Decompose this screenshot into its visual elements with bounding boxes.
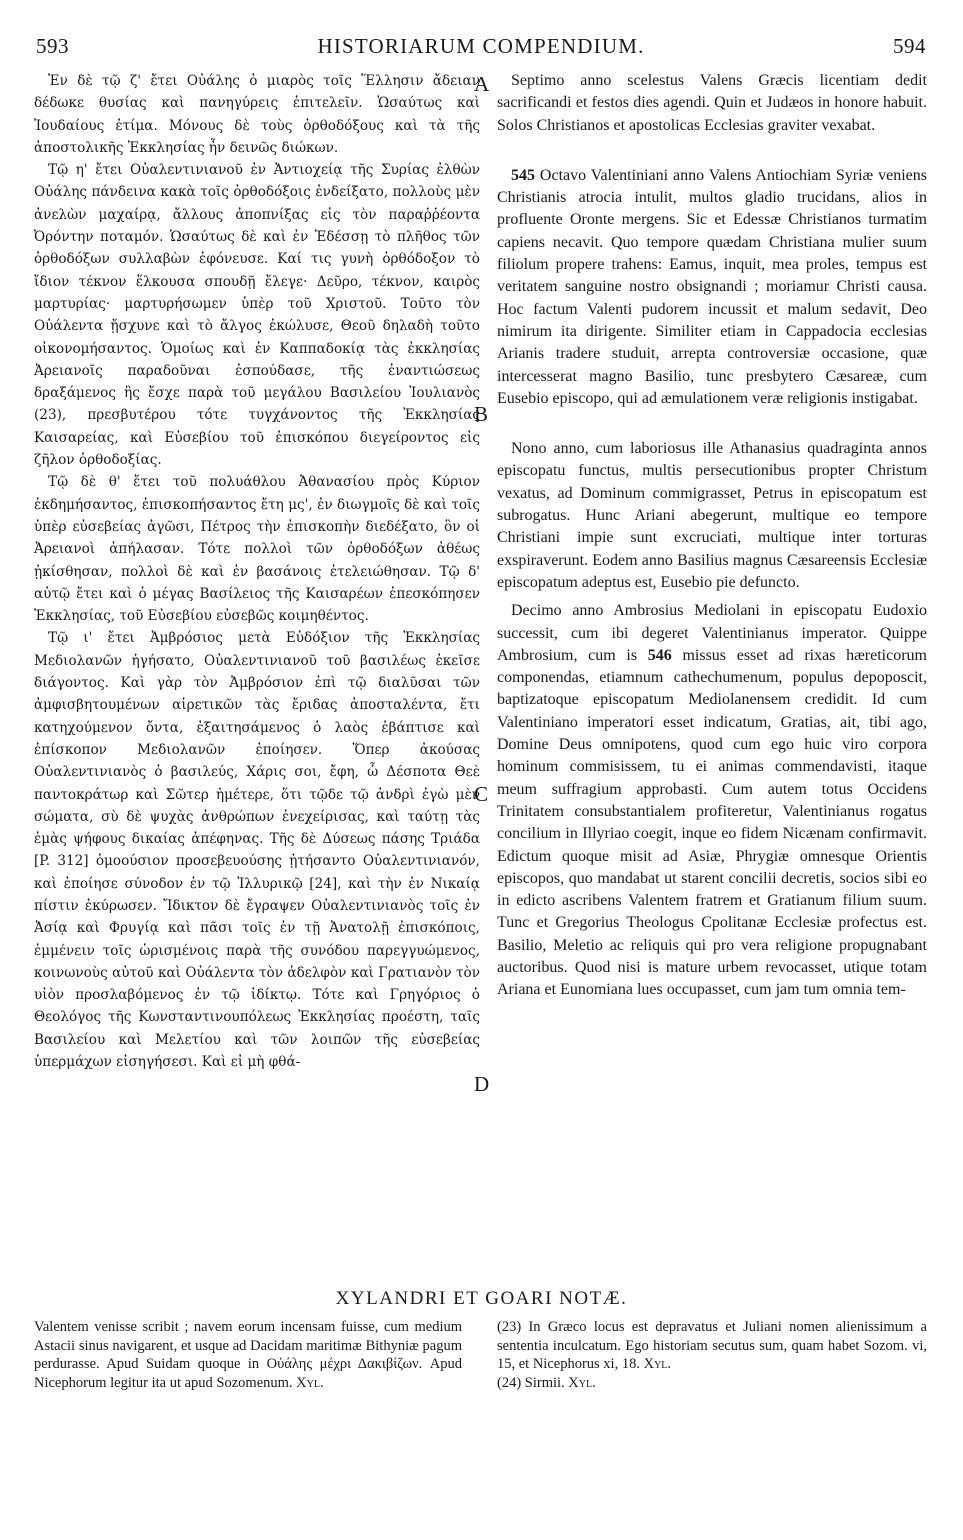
latin-paragraph-text: Decimo anno Ambrosius Mediolani in episcopatu Eudoxio successit, cum ibi degeret Valentinianus imperator. Quippe Ambrosium, cum is: [497, 602, 927, 664]
latin-paragraph: Septimo anno scelestus Valens Græcis licentiam dedit sacrificandi et festos dies agendi. Quin et Judæos in honore habuit. Solos Christianos et apostolicas Ecclesias graviter vexabat.: [497, 72, 927, 134]
margin-marker-a: A: [474, 72, 490, 96]
margin-marker-c: C: [474, 782, 489, 806]
note-23: [497, 1318, 927, 1374]
latin-paragraph-text: Octavo Valentiniani anno Valens Antiochiam Syriæ veniens Christianis atrocia intulit, multos gladio trucidans, alios in profluente Oronte mergens. Sic et Edessæ Christianos turmatim capiens necavit. Quo tempore quædam Christiana mulier suum filiolum propere trahens: Eamus, inquit, mea proles, tempus est veritatem sanguine nostro obsignandi ; moriamur Christi causa. Hoc factum Valenti pudorem incussit et malum sedavit, Deo nimirum ita dirigente. Similiter etiam in Cappadocia ecclesias Arianis tradere studuit, arrepta controversiæ occasione, quæ intercesserat magno Basilio, tunc presbytero Cæsareæ, cum Eusebio episcopo, qui ad æmulationem veræ religionis instigabat.: [497, 166, 927, 407]
latin-paragraph: [497, 165, 927, 410]
section-number: 545: [511, 166, 535, 184]
note-signature: Xyl.: [568, 1374, 596, 1391]
paragraph-gap: [497, 410, 927, 438]
page-number-right: 594: [893, 34, 926, 58]
note-24: [497, 1374, 927, 1393]
notes-left-column: [34, 1318, 462, 1392]
latin-paragraph-text: missus esset ad rixas hæreticorum componendas, etiamnum cathechumenum, populus depoposcit, baptizatoque episcopatum Mediolanensem credidit. Id cum Valentiniano imperatori esset indicatum, Gratias, ait, tibi ago, Domine Deus omnipotens, quod cum ego huic viro corpora hominum commisissem, tu ei animas commendavisti, itaque meum suffragium approbasti. Cum autem totus Occidens Trinitatem consubstantialem profiteretur, Valentinianus rogatus concilium in Illyriao coegit, inque eo fidem Nicænam confirmavit. Edictum quoque misit ad Asiæ, Phrygiæ omnesque Orientis episcopos, quo mandabat ut starent concilii decretis, socios sibi eo in edicto ascribens Valentem fratrem et Gratianum filium suum. Tunc et Gregorius Theologus Cpolitanæ Ecclesiæ profectus est. Basilio, Meletio ac reliquis qui pro vera religione propugnabant auctoribus. Quod nisi is mature urbem revocasset, utique totam Ariana et Eunomiana lues occupasset, cum jam tum omnia tem-: [497, 646, 927, 999]
greek-paragraph: Τῷ ι' ἔτει Ἀμβρόσιος μετὰ Εὐδόξιον τῆς Ἐκκλησίας Μεδιολανῶν ἡγήσατο, Οὐαλεντινιανοῦ τοῦ βασιλέως ἐκεῖσε διάγοντος. Καὶ γὰρ τὸν Ἀμβρόσιον ἐπὶ τῷ διαλῦσαι τῶν ἀμφισβητουμένων αἱρετικῶν τὰς ἔριδας ἀποσταλέντα, ἔτι κατηχούμενον ὄντα, ἐξαιτησάμενος ὁ λαὸς ἐβάπτισε καὶ ἐπίσκοπον Μεδιολανῶν ἐποίησεν. Ὅπερ ἀκούσας Οὐαλεντινιανὸς ὁ βασιλεύς, Χάρις σοι, ἔφη, ὦ Δέσποτα Θεὲ παντοκράτωρ καὶ Σῶτερ ἡμέτερε, ὅτι τῷδε τῷ ἀνδρὶ ἐγὼ μὲν σώματα, σὺ δὲ ψυχὰς ἀνθρώπων ἐνεχείρισας, καὶ ταύτῃ τὰς ἐμὰς ψήφους δικαίας ἀπέφηνας. Τῆς δὲ Δύσεως πάσης Τριάδα [P. 312] ὁμοούσιον προσεβευούσης ᾐτήσαντο Οὐαλεντινιανόν, καὶ ἐποίησε σύνοδον ἐν τῷ Ἰλλυρικῷ [24], καὶ τὴν ἐν Νικαίᾳ πίστιν ἐκύρωσεν. Ἴδικτον δὲ ἔγραψεν Οὐαλεντινιανὸς τοῖς ἐν Ἀσίᾳ καὶ Φρυγίᾳ καὶ πᾶσι τοῖς ἐν τῇ Ἀνατολῇ ἐπισκόποις, ἐμμένειν τοῖς ὡρισμένοις παρὰ τῆς συνόδου παρεγγυώμενος, κοινωνοὺς αὐτοῦ καὶ Οὐάλεντα τὸν ἀδελφὸν καὶ Γρατιανὸν τὸν υἱὸν προσλαβόμενος ἐν τῷ ἰδίκτῳ. Τότε καὶ Γρηγόριος ὁ Θεολόγος τῆς Κωνσταντινουπόλεως Ἐκκλησίας προέστη, ταῖς Βασιλείου καὶ Μελετίου καὶ τῶν λοιπῶν τῆς εὐσεβείας ὑπερμάχων εἰσηγήσεσι. Καὶ εἰ μὴ φθά-: [34, 630, 480, 1071]
paragraph-gap: [497, 137, 927, 165]
note-signature: Xyl.: [643, 1356, 672, 1373]
note-signature: Xyl.: [296, 1374, 324, 1391]
running-title: HISTORIARUM COMPENDIUM.: [317, 34, 645, 58]
note-text: Valentem venisse scribit ; navem eorum incensam fuisse, cum medium Astacii sinus navigarent, et usque ad Dacidam maritimæ Bithyniæ pagum perdurasse. Apud Suidam quoque in Οὐάλης μέχρι Δακιβίζων. Apud Nicephorum legitur ita ut apud Sozomenum.: [34, 1319, 462, 1391]
greek-text-column: [34, 70, 480, 1073]
page-number-left: 593: [36, 34, 69, 58]
greek-paragraph: Τῷ δὲ θ' ἔτει τοῦ πολυάθλου Ἀθανασίου πρὸς Κύριον ἐκδημήσαντος, ἐπισκοπήσαντος ἔτη μς', ἐν διωγμοῖς δὲ καὶ τοῖς ὑπὲρ εὐσεβείας ἀγῶσι, Πέτρος τὴν ἐπισκοπὴν διεδέξατο, ὃν οἱ Ἀρειανοὶ ἀπήλασαν. Τότε πολλοὶ τῶν ὀρθοδόξων ἀθέως ᾐκίσθησαν, πολλοὶ δὲ καὶ ἐν βασάνοις ἐτελειώθησαν. Τῷ δ' αὐτῷ ἔτει καὶ ὁ μέγας Βασίλειος τῆς Καισαρέων ἐπεσκόπησεν Ἐκκλησίας, τοῦ Εὐσεβίου εὐσεβῶς κοιμηθέντος.: [34, 474, 480, 625]
latin-text-column: [497, 70, 927, 1002]
latin-paragraph: Nono anno, cum laboriosus ille Athanasius quadraginta annos episcopatu functus, multis persecutionibus propter Christum vexatus, ad Dominum commigrasset, Petrus in episcopatum est subrogatus. Hunc Ariani abegerunt, multique eo tempore Christiani impie sunt excruciati, multique inter torturas exspiraverunt. Eodem anno Basilius magnus Cæsareensis Ecclesiæ episcopatum adeptus est, Eusebio pie defuncto.: [497, 440, 927, 591]
latin-paragraph: [497, 600, 927, 1001]
greek-paragraph: Ἐν δὲ τῷ ζ' ἔτει Οὐάλης ὁ μιαρὸς τοῖς Ἕλλησιν ἄδειαν δέδωκε θυσίας καὶ πανηγύρεις ἐπιτελεῖν. Ὡσαύτως καὶ Ἰουδαίους ἐτίμα. Μόνους δὲ τοὺς ὀρθοδόξους καὶ τὰ τῆς ἀποστολικῆς Ἐκκλησίας ἦν δεινῶς διώκων.: [34, 73, 480, 156]
greek-paragraph: Τῷ η' ἔτει Οὐαλεντινιανοῦ ἐν Ἀντιοχείᾳ τῆς Συρίας ἐλθὼν Οὐάλης πάνδεινα κακὰ τοῖς ὀρθοδόξοις ἐνδείξατο, πολλοὺς μὲν ἀνελὼν μαχαίρᾳ, ἄλλους ἀποπνίξας εἰς τὸν παραῤῥέοντα Ὀρόντην ποταμόν. Ὡσαύτως δὲ καὶ ἐν Ἐδέσσῃ τὸ πλῆθος τῶν ὀρθοδόξων συλλαβὼν ἐφόνευσε. Καί τις γυνὴ ὀρθόδοξον τὸ ἴδιον τέκνον ἕλκουσα σπουδῇ ἔλεγε· Δεῦρο, τέκνον, καιρὸς μαρτυρίας· μαρτυρήσωμεν ὑπὲρ τοῦ Χριστοῦ. Τοῦτο τὸν Οὐάλεντα ᾔσχυνε καὶ τὸ ἄλγος ἐκώλυσε, Θεοῦ δηλαδὴ τοῦτο οἰκονομήσαντος. Ὁμοίως καὶ ἐν Καππαδοκίᾳ τὰς ἐκκλησίας Ἀρειανοῖς παραδοῦναι ἐσπούδασε, τῆς ἐναντιώσεως δραξάμενος ἣς ἔσχε παρὰ τοῦ μεγάλου Βασιλείου Ἰουλιανὸς (23), πρεσβυτέρου τότε τυγχάνοντος τῆς Ἐκκλησίας Καισαρείας, καὶ Εὐσεβίου τοῦ ἐπισκόπου διεγείροντος εἰς ζῆλον ὀρθοδοξίας.: [34, 162, 480, 469]
note-text: (23) In Græco locus est depravatus et Juliani nomen alienissimum a sententia inculcatum. Ego historiam secutus sum, quam habet Sozom. vi, 15, et Nicephorus xi, 18.: [497, 1319, 927, 1373]
note-text: (24) Sirmii.: [497, 1374, 565, 1391]
notes-right-column: [497, 1318, 927, 1392]
note-paragraph: [34, 1318, 462, 1392]
page-header: [36, 34, 926, 64]
margin-marker-b: B: [474, 402, 489, 426]
section-number: 546: [647, 646, 672, 664]
notes-heading: XYLANDRI ET GOARI NOTÆ.: [335, 1288, 628, 1309]
margin-marker-d: D: [474, 1072, 490, 1096]
